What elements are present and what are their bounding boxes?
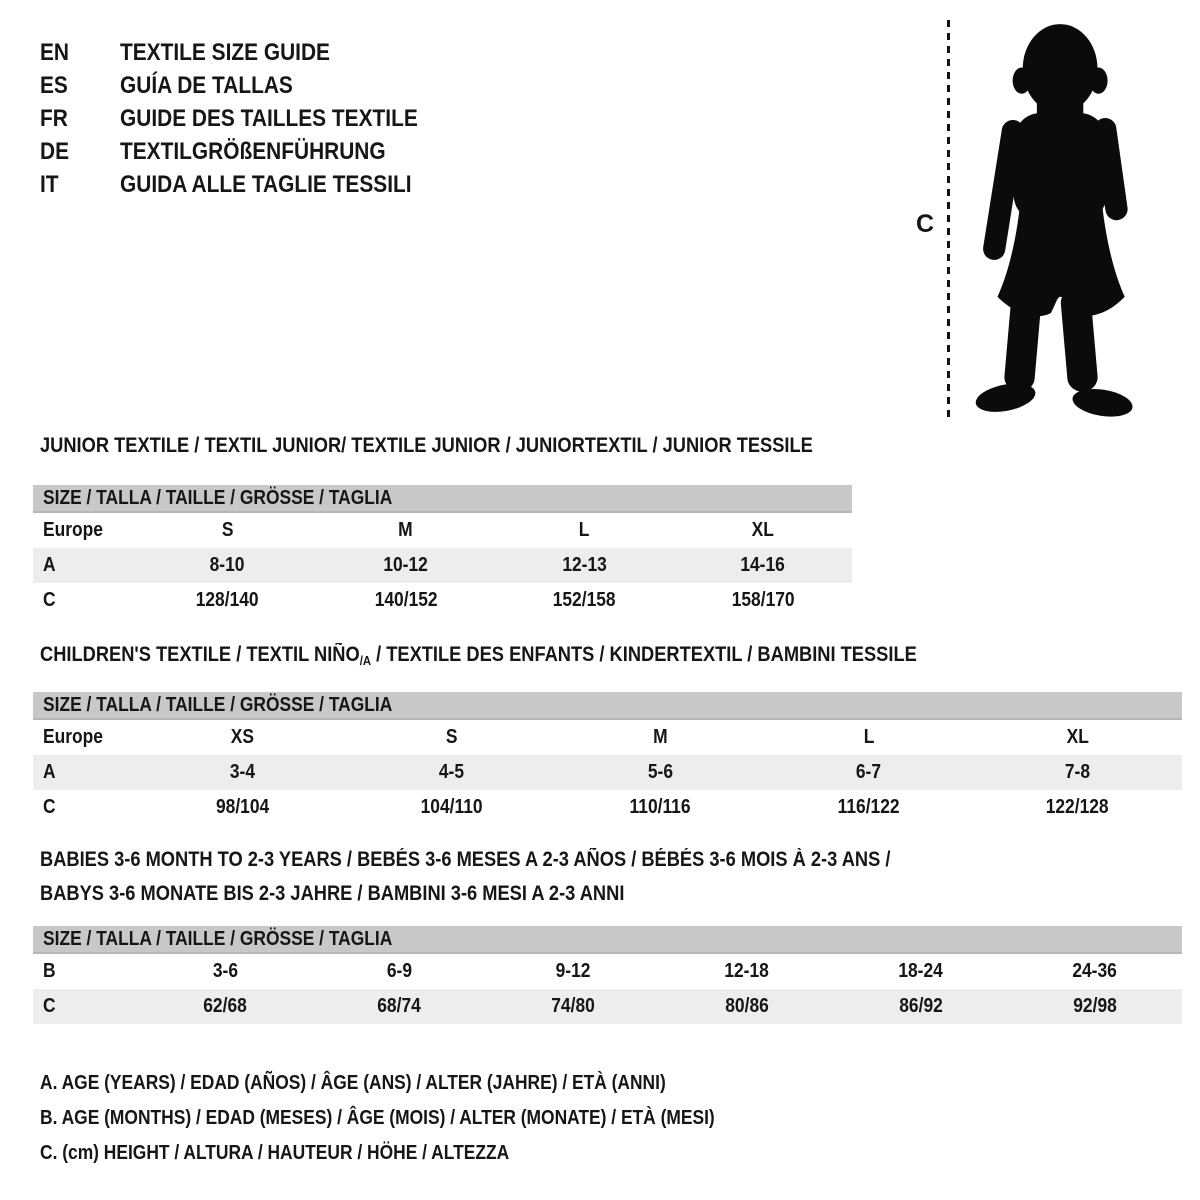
language-row-fr xyxy=(40,102,462,135)
row-label: C xyxy=(43,589,56,611)
table-header-size: SIZE / TALLA / TAILLE / GRÖSSE / TAGLIA xyxy=(33,485,852,513)
height-cell: 122/128 xyxy=(1046,796,1110,818)
babies-section-title-line1: BABIES 3-6 MONTH TO 2-3 YEARS / BEBÉS 3-6 MESES A 2-3 AÑOS / BÉBÉS 3-6 MOIS À 2-3 ANS / xyxy=(40,848,891,871)
months-cell: 24-36 xyxy=(1072,960,1118,982)
children-size-table xyxy=(33,692,1182,825)
language-title: TEXTILGRÖßENFÜHRUNG xyxy=(120,137,386,165)
height-cell: 86/92 xyxy=(899,995,943,1017)
table-header-size: SIZE / TALLA / TAILLE / GRÖSSE / TAGLIA xyxy=(33,926,1182,954)
height-cell: 62/68 xyxy=(203,995,247,1017)
table-header-size: SIZE / TALLA / TAILLE / GRÖSSE / TAGLIA xyxy=(33,692,1182,720)
height-cell: 140/152 xyxy=(374,589,438,611)
language-code: ES xyxy=(40,71,68,99)
age-cell: 4-5 xyxy=(438,761,464,783)
size-cell: M xyxy=(398,519,413,541)
age-cell: 6-7 xyxy=(856,761,882,783)
table-row-height xyxy=(33,989,1182,1024)
legend xyxy=(40,1066,816,1171)
months-cell: 9-12 xyxy=(555,960,591,982)
size-cell: M xyxy=(652,726,668,748)
table-row-europe xyxy=(33,513,852,548)
height-cell: 74/80 xyxy=(551,995,595,1017)
size-cell: XL xyxy=(1066,726,1089,748)
height-cell: 92/98 xyxy=(1073,995,1117,1017)
language-code: FR xyxy=(40,104,68,132)
age-cell: 10-12 xyxy=(383,554,429,576)
table-row-height xyxy=(33,790,1182,825)
language-title: GUIDA ALLE TAGLIE TESSILI xyxy=(120,170,412,198)
row-label: B xyxy=(43,960,56,982)
legend-line-b: B. AGE (MONTHS) / EDAD (MESES) / ÂGE (MOIS) / ALTER (MONATE) / ETÀ (MESI) xyxy=(40,1107,715,1129)
language-title: TEXTILE SIZE GUIDE xyxy=(120,38,330,66)
row-label: Europe xyxy=(43,726,103,748)
size-cell: S xyxy=(445,726,457,748)
table-row-europe xyxy=(33,720,1182,755)
table-row-age xyxy=(33,548,852,583)
height-cell: 152/158 xyxy=(552,589,616,611)
children-section-title: CHILDREN'S TEXTILE / TEXTIL NIÑO/A / TEXTILE DES ENFANTS / KINDERTEXTIL / BAMBINI TESSILE xyxy=(40,643,917,668)
size-cell: L xyxy=(863,726,875,748)
language-code: EN xyxy=(40,38,70,66)
months-cell: 6-9 xyxy=(386,960,412,982)
size-cell: S xyxy=(221,519,234,541)
height-cell: 80/86 xyxy=(725,995,769,1017)
language-row-es xyxy=(40,69,462,102)
babies-section-title-line2: BABYS 3-6 MONATE BIS 2-3 JAHRE / BAMBINI 3-6 MESI A 2-3 ANNI xyxy=(40,882,625,905)
months-cell: 3-6 xyxy=(212,960,238,982)
toddler-silhouette-icon xyxy=(963,16,1137,420)
language-row-en xyxy=(40,36,462,69)
language-header xyxy=(40,36,462,201)
age-cell: 8-10 xyxy=(209,554,245,576)
height-cell: 158/170 xyxy=(731,589,795,611)
size-cell: XL xyxy=(751,519,774,541)
height-cell: 128/140 xyxy=(195,589,259,611)
babies-size-table xyxy=(33,926,1182,1024)
language-code: DE xyxy=(40,137,70,165)
row-label: A xyxy=(43,554,56,576)
size-cell: L xyxy=(578,519,590,541)
age-cell: 7-8 xyxy=(1065,761,1091,783)
age-cell: 3-4 xyxy=(229,761,255,783)
table-row-height xyxy=(33,583,852,618)
junior-size-table xyxy=(33,485,852,618)
row-label: A xyxy=(43,761,56,783)
junior-section-title: JUNIOR TEXTILE / TEXTIL JUNIOR/ TEXTILE JUNIOR / JUNIORTEXTIL / JUNIOR TESSILE xyxy=(40,434,813,457)
age-cell: 14-16 xyxy=(740,554,786,576)
height-measure-label: C xyxy=(916,210,935,238)
table-row-months xyxy=(33,954,1182,989)
language-row-it xyxy=(40,168,462,201)
age-cell: 5-6 xyxy=(647,761,673,783)
height-cell: 68/74 xyxy=(377,995,421,1017)
months-cell: 12-18 xyxy=(724,960,770,982)
row-label: C xyxy=(43,796,56,818)
table-row-age xyxy=(33,755,1182,790)
legend-line-c: C. (cm) HEIGHT / ALTURA / HAUTEUR / HÖHE / ALTEZZA xyxy=(40,1142,510,1164)
row-label: C xyxy=(43,995,56,1017)
age-cell: 12-13 xyxy=(561,554,607,576)
language-code: IT xyxy=(40,170,59,198)
height-cell: 116/122 xyxy=(837,796,900,818)
row-label: Europe xyxy=(43,519,103,541)
height-cell: 110/116 xyxy=(629,796,691,818)
language-title: GUIDE DES TAILLES TEXTILE xyxy=(120,104,418,132)
height-cell: 98/104 xyxy=(215,796,270,818)
months-cell: 18-24 xyxy=(898,960,944,982)
language-row-de xyxy=(40,135,462,168)
legend-line-a: A. AGE (YEARS) / EDAD (AÑOS) / ÂGE (ANS) / ALTER (JAHRE) / ETÀ (ANNI) xyxy=(40,1072,666,1094)
language-title: GUÍA DE TALLAS xyxy=(120,71,293,99)
size-cell: XS xyxy=(230,726,254,748)
height-cell: 104/110 xyxy=(420,796,483,818)
title-subscript: /A xyxy=(359,653,372,668)
height-measure-dashed-line xyxy=(947,20,950,418)
